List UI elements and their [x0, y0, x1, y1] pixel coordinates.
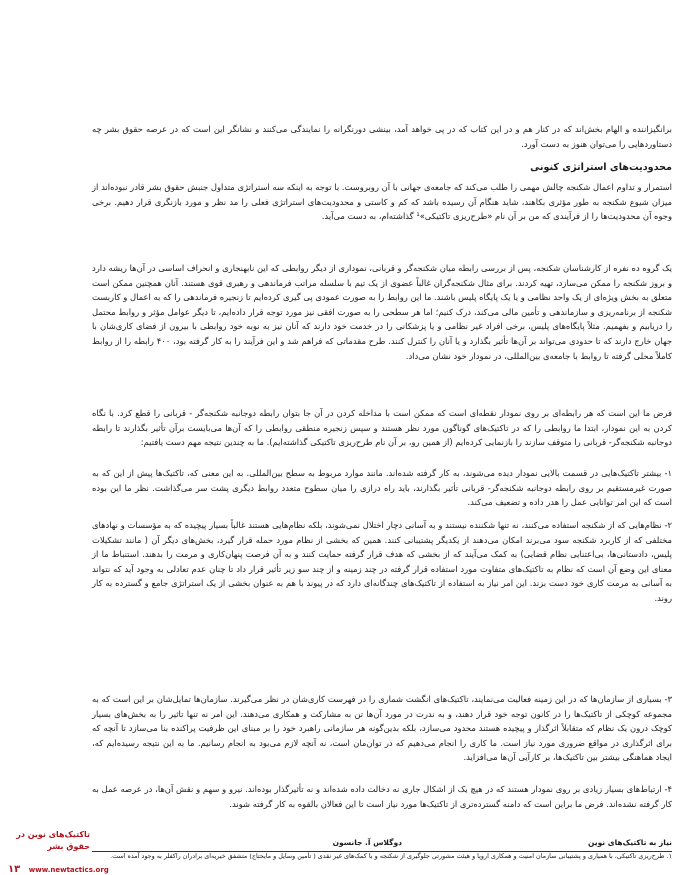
finding-1-paragraph: ۱- بیشتر تاکتیک‌هایی در قسمت بالایی نمودار دیده می‌شوند، به کار گرفته شده‌اند. مانند موارد مربوط به سطح بین‌المللی. به این معنی که، تاکتیک‌ها پیش از این که به صورت غیرمستقیم بر روی رابطه دوجانبه شکنجه‌گر- قربانی تأثیر بگذارند، باید راه درازی را میان سطوح متعدد روابط دیگری پشت سر می‌گذاشت. نظر ما این بوده است که این امر توانایی عمل را هدر داده و تضعیف می‌کند. [92, 468, 672, 508]
book-title-line-1: تاکتیک‌های نوین در [16, 830, 90, 839]
chapter-title: نیاز به تاکتیک‌های نوین [588, 838, 672, 847]
website-link[interactable]: www.newtactics.org [28, 866, 109, 874]
mapping-paragraph: یک گروه ده نفره از کارشناسان شکنجه، پس از بررسی رابطه میان شکنجه‌گر و قربانی، نموداری از دیگر روابطی که این نابهنجاری و انحراف اساسی در آن‌ها ریشه دارد و بروز شکنجه را ممکن می‌سازد، تهیه کردند. برای مثال شکنجه‌گران غالباً عضوی از یک تیم با سلسله مراتب فرماندهی و رهبری قوی هستند. آنان همچنین ممکن است متعلق به بخش ویژه‌ای از یک واحد نظامی و یا یک پایگاه پلیس باشند. ما این روابط را به صورت عمودی پی گیری کرده‌ایم تا زنجیره فرماندهی را که به اعمال و کاربست شکنجه از برنامه‌ریزی و سازماندهی و تأمین مالی می‌کند، درک کنیم؛ اما هر سطحی را به صورت افقی نیز مورد توجه قرار داده‌ایم، تا دیگر عوامل مؤثر و روابط محتمل را دریابیم و بفهمیم. مثلاً پایگاه‌های پلیس، برخی افراد غیر نظامی و یا پزشکانی را در خدمت خود دارند که آنان نیز به نوبه خود روابطی با بیرون از فضای کاری‌شان با جهان خارج دارند که تا حدودی می‌تواند بر آن‌ها تأثیر بگذارد و یا آنان را کنترل کنند. طرح مقدماتی که فراهم شد و این فرآیند را به کار گرفته بود، ۴۰۰ رابطه را از روابط کاملاً محلی گرفته تا روابط با جامعه‌ی بین‌المللی، در نمودار خود نشان می‌داد. [92, 263, 672, 361]
finding-3-paragraph: ۳- بسیاری از سازمان‌ها که در این زمینه فعالیت می‌نمایند، تاکتیک‌های انگشت شماری را در فهرست کاری‌شان در نظر می‌گیرند. سازمان‌ها تمایل‌شان بر این است که به مجموعه کوچکی از تاکتیک‌ها را در کانون توجه خود قرار دهند، و به ندرت در مورد آن‌ها تن به مشارکت و همکاری می‌دهند. این امر نه تنها تاثیر را به بخش‌های بسیار کوچک درون یک نظام که متقابلاً اثرگذار و پیچیده هستند محدود می‌سازد، بلکه بدین‌گونه هر سازمانی راهبرد خود را بر مبنای این ظرفیت پراکنده بنا می‌سازد تا آنچه که برای اثرگذاری در مواقع ضروری مورد نیاز است. ما کاری را انجام می‌دهیم که در توان‌مان است، نه آنچه لازم می‌بود به انجام رسانیم. ما به این نتیجه رسیده‌ایم که، ایجاد هماهنگی بیشتر بین تاکتیک‌ها، بر کارآیی آن‌ها می‌افزاید. [92, 694, 672, 763]
page-footer [8, 864, 128, 875]
running-header [92, 838, 672, 851]
finding-2-paragraph: ۲- نظام‌هایی که از شکنجه استفاده می‌کنند، نه تنها شکننده نیستند و به آسانی دچار اختلال نمی‌شوند، بلکه نظام‌هایی هستند غالباً بسیار پیچیده که به مؤسسات و نهادهای مختلفی که از کاربرد شکنجه سود می‌برند امکان می‌دهند از یکدیگر پشتیبانی کنند. همین که بخشی از نظام مورد حمله قرار گیرد، بخش‌های دیگر آن ( مانند تشکیلات پلیس، دادستانی‌ها، بی‌اعتنایی نظام قضایی) به کمک می‌آیند که از بخشی که هدف قرار گرفته حمایت کنند و به آن فرصت پنهان‌کاری و مرمت را بدهند. استنباط ما از معنای این وضع آن است که نظام به تاکتیک‌های متفاوت مورد استفاده قرار گرفته در چند زمینه و از چند سو زیر تأثیر قرار داد تا چنان عدم تعادلی به وجود آید که نتواند به آسانی به مرمت کاری خود دست بزند. این امر نیاز به استفاده از تاکتیک‌های چندگانه‌ای دارد که در پیوند با هم به عنوان بخشی از یک استراتژی جامع و گسترده به کار روند. [92, 520, 672, 603]
assumption-paragraph: فرض ما این است که هر رابطه‌ای بر روی نمودار نقطه‌ای است که ممکن است با مداخله کردن در آن جا بتوان رابطه دوجانبه شکنجه‌گر - قربانی را قطع کرد. با نگاه کردن به این نمودار، ابتدا ما روابطی را که در تاکتیک‌های گوناگون مورد نظر هستند و سپس زنجیره منطقی روابطی را که آن‌ها می‌بایست برآن تأثیر بگذارند تا رابطه دوجانبه شکنجه‌گر- قربانی را متوقف سازند را بازنمایی کرده‌ایم (از همین رو، بر آن نام طرح‌ریزی تاکتیکی گذاشته‌ایم). ما به چندین نتیجه مهم دست یافتیم: [92, 408, 672, 448]
book-title-sidebar [8, 829, 90, 853]
intro-paragraph: برانگیزاننده و الهام بخش‌اند که در کنار هم و در این کتاب که در پی خواهد آمد، بینشی دورنگرانه را نمایندگی می‌کنند و نشانگر این است که در عرصه حقوق بشر چه دستاوردهایی را می‌توان هنوز به دست آورد. [92, 124, 672, 149]
section-heading: محدودیت‌های استراتژی کنونی [530, 162, 672, 173]
book-title-line-2: حقوق بشر [47, 842, 90, 851]
limits-paragraph: استمرار و تداوم اعمال شکنجه چالش مهمی را طلب می‌کند که جامعه‌ی جهانی با آن روبروست. با توجه به اینکه سه استراتژی متداول جنبش حقوق بشر قادر نبوده‌اند از میزان شیوع شکنجه به طور مؤثری بکاهند، شاید هنگام آن رسیده باشد که کم و کاستی و محدودیت‌های استراتژی فعلی را مد نظر و مورد بازنگری قرار دهیم. برخی وجوه آن محدودیت‌ها را از فرآیندی که من بر آن نام «طرح‌ریزی تاکتیکی»¹ گذاشته‌ام، به دست می‌آید. [92, 182, 672, 222]
footnote: ۱. طرح‌ریزی تاکتیکی، با همیاری و پشتیبانی سازمان امنیت و همکاری اروپا و هیئت مشورتی جلوگیری از شکنجه و با کمک‌های غیر نقدی ( تأمین وسایل و مایحتاج) متشفق خیریه‌ای برادران راکفلر به وجود آمده است. [110, 852, 672, 860]
finding-4-paragraph: ۴- ارتباط‌های بسیار زیادی بر روی نمودار هستند که در هیچ یک از اشکال جاری نه دخالت داده شده‌اند و نه تأثیرگذار بوده‌اند. نیرو و سهم و نقش آن‌ها، در عرصه عمل به کار گرفته نشده‌اند. فرض ما براین است که دامنه گسترده‌تری از تاکتیک‌ها مورد نیاز است تا این فعالان بالقوه به کار گرفته شوند. [92, 784, 672, 809]
page-number: ۱۳ [8, 864, 21, 875]
chapter-author: دوگلاس آ. جانسون [332, 838, 402, 847]
